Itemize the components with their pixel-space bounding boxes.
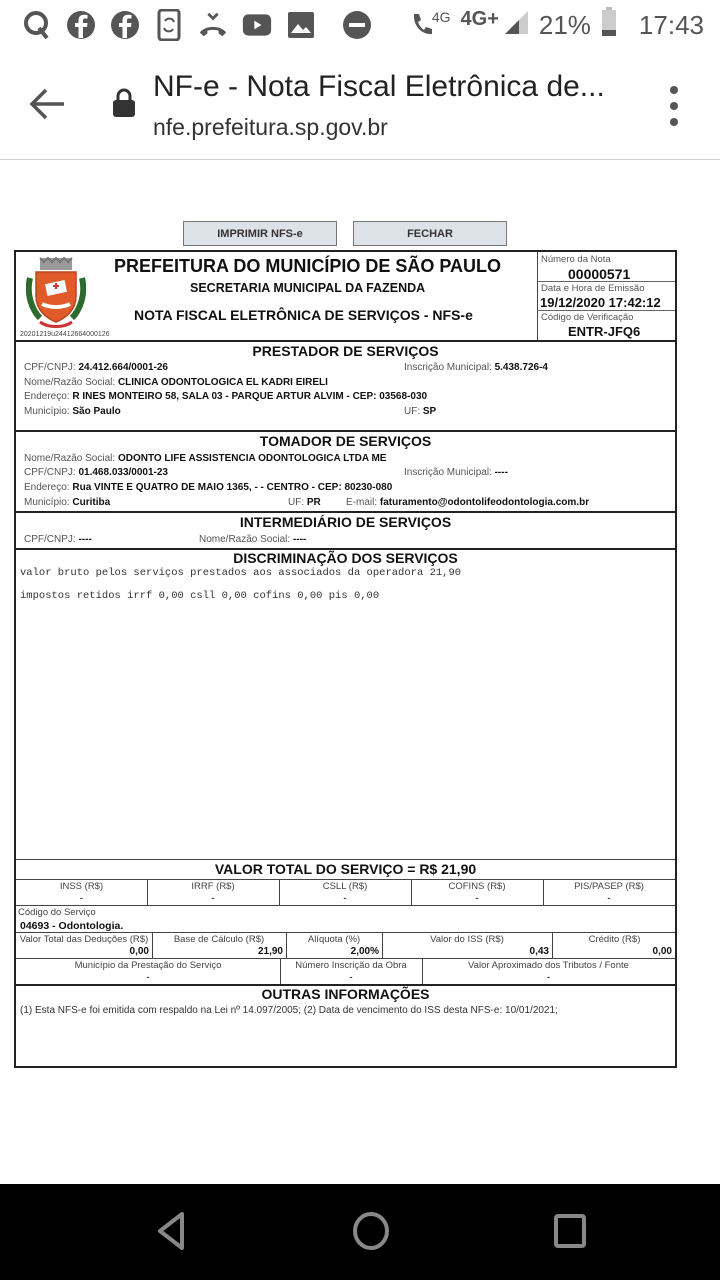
provider-name: CLINICA ODONTOLOGICA EL KADRI EIRELI [117,377,328,388]
credit-label: Crédito (R$) [588,934,641,945]
department-name: SECRETARIA MUNICIPAL DA FAZENDA [190,281,426,295]
customer-municipal-registration: ---- [494,467,508,478]
verification-code: ENTR-JFQ6 [568,324,641,339]
browser-toolbar [0,50,720,160]
work-registration-label: Número Inscrição da Obra [295,960,407,971]
print-nfse-button[interactable]: IMPRIMIR NFS-e [183,221,337,246]
calculation-base-label: Base de Cálculo (R$) [173,934,265,945]
emission-date-label: Data e Hora de Emissão [541,283,645,294]
intermediary-cnpj: ---- [78,534,92,545]
irrf-label: IRRF (R$) [191,881,235,892]
do-not-disturb-icon [342,10,372,40]
org-name: PREFEITURA DO MUNICÍPIO DE SÃO PAULO [114,256,502,276]
csll-value: - [343,893,347,904]
invoice-number-label: Número da Nota [541,254,611,265]
customer-city: Curitiba [72,497,111,508]
deductions-label: Valor Total das Deduções (R$) [19,934,149,945]
provider-cnpj: 24.412.664/0001-26 [78,362,168,373]
customer-address: Rua VINTE E QUATRO DE MAIO 1365, - - CENTRO - CEP: 80230-080 [72,482,393,493]
service-description-title: DISCRIMINAÇÃO DOS SERVIÇOS [233,550,458,566]
customer-section-title: TOMADOR DE SERVIÇOS [259,433,432,449]
customer-state: PR [306,497,321,508]
approx-taxes-label: Valor Aproximado dos Tributos / Fonte [468,960,629,971]
iss-value: 0,43 [529,946,549,957]
provider-state: SP [422,406,437,417]
signal-icon [503,9,529,42]
intermediary-section-title: INTERMEDIÁRIO DE SERVIÇOS [239,514,452,530]
credit-value: 0,00 [652,946,672,957]
customer-email: faturamento@odontolifeodontologia.com.br [379,497,590,508]
missed-call-icon [198,10,228,40]
battery-percent: 21% [538,9,591,40]
pis-pasep-label: PIS/PASEP (R$) [574,881,644,892]
facebook-icon [110,10,140,40]
pis-pasep-value: - [607,893,611,904]
gallery-icon [286,10,316,40]
page-url[interactable]: nfe.prefeitura.sp.gov.br [153,114,388,140]
service-total: VALOR TOTAL DO SERVIÇO = R$ 21,90 [214,861,477,877]
provider-address: R INES MONTEIRO 58, SALA 03 - PARQUE ARTUR ALVIM - CEP: 03568-030 [72,391,428,402]
service-city-label: Município da Prestação do Serviço [74,960,222,971]
tax-rate-label: Alíquota (%) [307,934,361,945]
cofins-value: - [475,893,479,904]
quora-icon [22,10,52,40]
csll-label: CSLL (R$) [322,881,368,892]
other-info-text: (1) Esta NFS-e foi emitida com respaldo na Lei nº 14.097/2005; (2) Data de vencimento do ISS desta NFS-e: 10/01/2021; [20,1005,558,1016]
service-code-label: Código do Serviço [18,907,96,918]
battery-icon [601,7,617,44]
status-bar [0,0,720,50]
clock: 17:43 [638,9,704,40]
irrf-value: - [211,893,215,904]
other-info-title: OUTRAS INFORMAÇÕES [261,986,430,1002]
approx-taxes-value: - [546,972,551,983]
barcode-text: 20201219u24412664000126 [20,331,110,338]
facebook-icon [66,10,96,40]
inss-label: INSS (R$) [59,881,104,892]
network-type: 4G+ [460,7,499,30]
provider-city: São Paulo [72,406,121,417]
volte-call-icon: 4G [410,12,451,38]
invoice-number: 00000571 [568,266,631,282]
youtube-icon [242,10,272,40]
calculation-base-value: 21,90 [257,946,283,957]
overflow-menu-icon[interactable] [664,86,684,126]
phone-sync-icon [154,10,184,40]
tax-rate-value: 2,00% [350,946,379,957]
service-description-line: impostos retidos irrf 0,00 csll 0,00 cofins 0,00 pis 0,00 [20,590,380,602]
service-code: 04693 - Odontologia. [20,920,124,932]
home-icon[interactable] [346,1206,396,1256]
deductions-value: 0,00 [129,946,149,957]
back-icon[interactable] [146,1206,196,1256]
service-description-line: valor bruto pelos serviços prestados aos associados da operadora 21,90 [20,567,462,579]
recents-icon[interactable] [545,1206,595,1256]
lock-icon [112,88,136,118]
work-registration-value: - [349,972,353,983]
provider-municipal-registration: 5.438.726-4 [494,362,548,373]
back-arrow-icon[interactable] [28,86,68,122]
iss-value-label: Valor do ISS (R$) [430,934,504,945]
cofins-label: COFINS (R$) [448,881,506,892]
provider-section-title: PRESTADOR DE SERVIÇOS [252,343,439,359]
emission-datetime: 19/12/2020 17:42:12 [540,295,661,310]
verification-code-label: Código de Verificação [541,312,634,323]
customer-cnpj: 01.468.033/0001-23 [78,467,168,478]
customer-name: ODONTO LIFE ASSISTENCIA ODONTOLOGICA LTDA ME [117,453,387,464]
nfse-invoice: 20201219u24412664000126 PREFEITURA DO MUNICÍPIO DE SÃO PAULO SECRETARIA MUNICIPAL DA FAZENDA NOTA FISCAL ELETRÔNICA DE SERVIÇOS - NFS-e Número da Nota 00000571 Data e Hora de Emissão 19/12/2020 17:42:12 Código de Verificação ENTR-JFQ6 PRESTADOR DE SERVIÇOS CPF/CNPJ: 24.412.664/0001-26 Inscrição Municipal: 5.438.726-4 Nome/Razão Social: CLINICA ODONTOLOGICA EL KADRI EIRELI Endereço: R INES MONTEIRO 58, SALA 03 - PARQUE ARTUR ALVIM - CEP: 03568-030 Município: São Paulo UF: SP TOMADOR DE SERVIÇOS Nome/Razão Social: ODONTO LIFE ASSISTENCIA ODONTOLOGICA LTDA ME CPF/CNPJ: 01.468.033/0001-23 Inscrição Municipal: ---- Endereço: Rua VINTE E QUATRO DE MAIO 1365, - - CENTRO - CEP: 80230-080 Município: Curitiba UF: PR E-mail: faturamento@odontolifeodontologia.com.br INTERMEDIÁRIO DE SERVIÇOS CPF/CNPJ: ---- Nome/Razão Social: ---- DISCRIMINAÇÃO DOS SERVIÇOS valor bruto pelos serviços prestados aos associados da operadora 21,90 impostos retidos irrf 0,00 csll 0,00 cofins 0,00 pis 0,00 VALOR TOTAL DO SERVIÇO = R$ 21,90 INSS (R$) IRRF (R$) CSLL (R$) COFINS (R$) PIS/PASEP (R$) - - - - - Código do Serviço 04693 - Odontologia. Valor Total das Deduções (R$) Base de Cálculo (R$) Alíquota (%) Valor do ISS (R$) Crédito (R$) 0,00 21,90 2,00% 0,43 0,00 Município da Prestação do Serviço Número Inscrição da Obra Valor Aproximado dos Tributos / Fonte - - - OUTRAS INFORMAÇÕES (1) Esta NFS-e foi emitida com respaldo na Lei nº 14.097/2005; (2) Data de vencimento do ISS desta NFS-e: 10/01/2021; [14,250,677,1068]
intermediary-name: ---- [292,534,307,545]
close-button[interactable]: FECHAR [353,221,507,246]
service-city-value: - [146,972,150,983]
system-nav-bar [0,1184,720,1280]
city-coat-of-arms-logo [26,256,86,330]
page-title: NF-e - Nota Fiscal Eletrônica de... [153,70,605,103]
inss-value: - [79,893,84,904]
document-title: NOTA FISCAL ELETRÔNICA DE SERVIÇOS - NFS-e [134,307,473,323]
